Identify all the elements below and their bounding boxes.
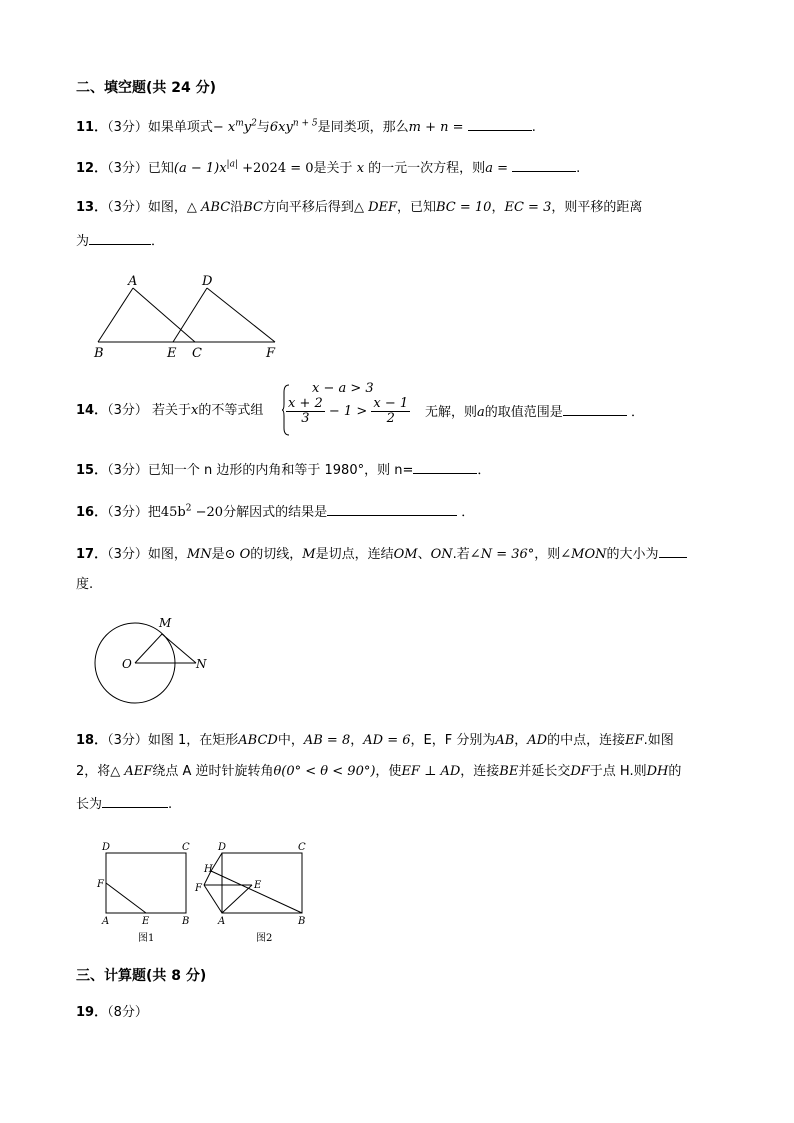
fig2-label-d: D [218,842,227,853]
answer-blank[interactable] [413,461,477,474]
math-expression: $(a - 1)x^{|a|}$ [173,159,238,176]
inequality-system: x − a > 3 $\frac{x + 2}{3}$ − 1 > $\frac{x - 1}{2}$ [282,381,402,437]
question-score: （3分） [107,505,148,520]
math-expression: $45b^2 -20$ [160,503,224,520]
question-text: 是同类项，那么 [317,120,409,135]
label-f: F [266,346,276,361]
answer-blank[interactable] [512,159,576,172]
figure-circle-tangent [88,614,218,706]
question-14-tail: 无解，则a的取值范围是 ． [425,405,644,420]
math-expression: a = [485,161,508,176]
question-18: 18．（3分）如图 1，在矩形ABCD中，AB = 8，AD = 6，E，F 分别为AB，AD的中点，连接EF.如图 [76,733,674,748]
answer-blank[interactable] [563,403,627,416]
question-19 [76,1005,148,1021]
question-number: 16． [76,505,108,520]
question-text: 已知 [147,161,174,176]
answer-blank[interactable] [327,503,457,516]
question-number: 19． [76,1005,108,1020]
fig2-label-a: A [218,916,226,927]
question-15: 15．（3分）已知一个 n 边形的内角和等于 1980°，则 n= ． [76,463,491,478]
question-score: （8分） [107,1005,148,1020]
fig1-label-c: C [182,842,190,853]
fraction: $\frac{x - 1}{2}$ [373,396,409,426]
fig2-label-f: F [195,883,202,894]
question-text: 的一元一次方程，则 [368,161,486,176]
question-number: 14． [76,403,108,418]
question-18-line3: 长为 . [76,797,173,812]
question-14: 14．（3分） 若关于x的不等式组 [76,403,264,418]
question-11: 11．（3分）如果单项式− $x^my^2$与$6xy^{n + 5}$是同类项，那么m + n = . [76,118,536,135]
fig1-label-e: E [142,916,150,927]
question-score: （3分） [107,403,148,418]
fig1-label-d: D [102,842,111,853]
label-m: M [159,616,172,630]
question-score: （3分） [107,733,148,748]
label-b: B [94,346,104,361]
question-13: 13．（3分）如图，△ ABC沿BC方向平移后得到△ DEF，已知BC = 10，EC = 3，则平移的距离 [76,200,643,215]
question-17-line2: 度. [76,577,94,592]
question-12: 12．（3分）已知$(a - 1)x^{|a|} +2024 = 0$是关于 x 的一元一次方程，则a = . [76,159,581,176]
question-score: （3分） [107,120,148,135]
fig1-label-b: B [182,916,190,927]
question-17: 17．（3分）如图，MN是⊙ O的切线，M是切点，连结OM、ON.若∠N = 36°，则∠MON的大小为 [76,545,687,563]
question-text: 是关于 [313,161,353,176]
question-13-line2: 为 ． [76,234,165,249]
fig2-label-c: C [298,842,306,853]
fig2-label-b: B [298,916,306,927]
fig2-caption: 图2 [256,933,273,944]
figure-translated-triangles [88,272,288,364]
fig2-label-e: E [254,880,262,891]
section-heading-calculation: 三、计算题(共 8 分) [76,968,207,984]
question-score: （3分） [107,463,148,478]
fig1-caption: 图1 [138,933,155,944]
label-n: N [196,657,207,671]
fig2-label-h: H [204,864,213,875]
label-o: O [122,657,132,671]
answer-blank[interactable] [102,795,168,808]
question-number: 13． [76,200,108,215]
math-expression: − $x^my^2$ [212,118,257,135]
question-score: （3分） [107,161,148,176]
answer-blank[interactable] [659,545,687,558]
question-18-line2: 2，将△ AEF绕点 A 逆时针旋转角θ(0° < θ < 90°)，使EF ⊥ AD，连接BE并延长交DF于点 H.则DH的 [76,764,682,779]
question-number: 17． [76,547,108,562]
answer-blank[interactable] [89,232,151,245]
label-a: A [128,274,138,289]
section-heading-fill-in: 二、填空题(共 24 分) [76,80,217,96]
question-text: 如果单项式 [147,120,213,135]
fig1-label-f: F [97,879,104,890]
fig1-label-a: A [102,916,110,927]
question-number: 15． [76,463,108,478]
question-score: （3分） [107,547,148,562]
label-d: D [202,274,213,289]
question-number: 18． [76,733,108,748]
figure-rectangle-rotation [94,838,319,950]
fraction: $\frac{x + 2}{3}$ [288,396,323,426]
math-expression: +2024 = 0 [237,161,314,176]
answer-blank[interactable] [468,118,532,131]
label-c: C [192,346,202,361]
question-score: （3分） [107,200,148,215]
question-text: 与 [256,120,270,135]
question-number: 12． [76,161,108,176]
math-expression: m + n = [408,120,464,135]
math-expression: x [356,161,365,176]
question-number: 11． [76,120,108,135]
math-expression: $6xy^{n + 5}$ [269,118,318,135]
label-e: E [167,346,177,361]
question-16: 16．（3分）把$45b^2 -20$分解因式的结果是 ． [76,503,475,520]
